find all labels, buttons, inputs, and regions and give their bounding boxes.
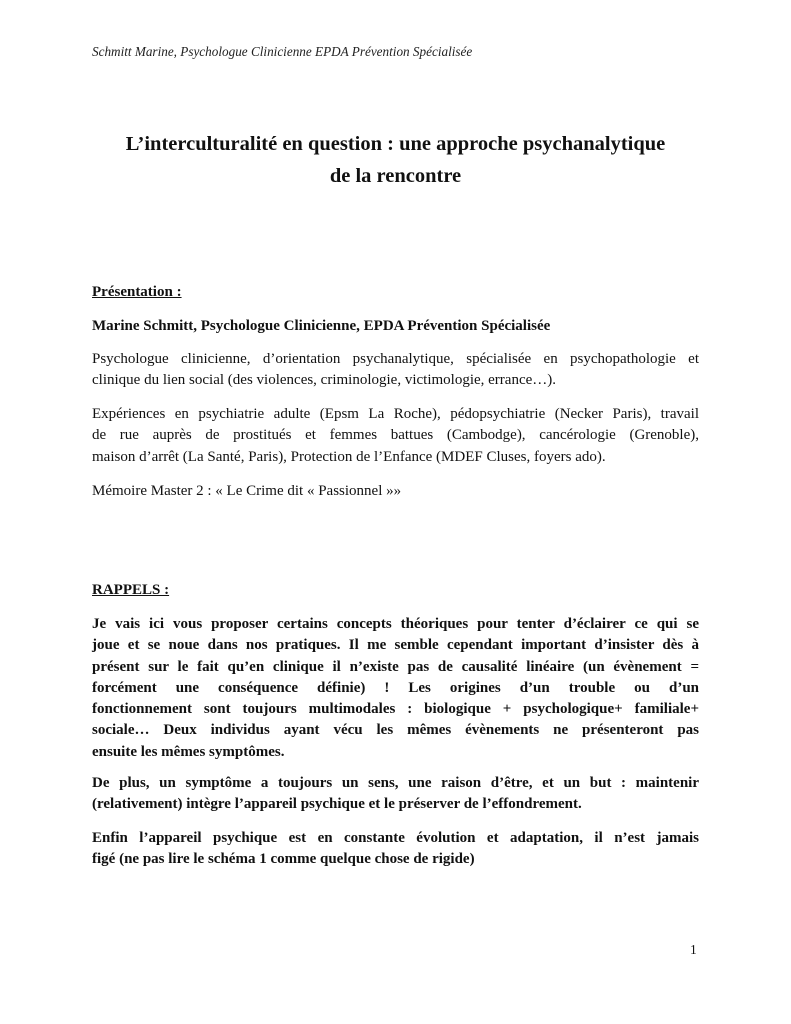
document-title [70, 128, 721, 192]
presentation-paragraph-2 [92, 404, 699, 468]
memoire-line [92, 481, 699, 502]
paragraph-line: fonctionnement sont toujours multimodales : biologique + psychologique+ familiale+ [92, 701, 699, 718]
paragraph-line: Enfin l’appareil psychique est en constante évolution et adaptation, il n’est jamais [92, 830, 699, 846]
paragraph-line: clinique du lien social (des violences, criminologie, victimologie, errance…). [92, 372, 557, 389]
paragraph-line: présent sur le fait qu’en clinique il n’existe pas de causalité linéaire (un évènement = [92, 658, 699, 675]
paragraph-line: Mémoire Master 2 : « Le Crime dit « Passionnel »» [92, 483, 402, 499]
paragraph-line: Psychologue clinicienne, d’orientation psychanalytique, spécialisée en psychopathologie et [92, 351, 699, 367]
presentation-paragraph-1 [92, 349, 699, 392]
paragraph-line: (relativement) intègre l’appareil psychique et le préserver de l’effondrement. [92, 796, 582, 813]
paragraph-line: sociale… Deux individus ayant vécu les mêmes évènements ne présenteront pas [92, 722, 699, 739]
paragraph-line: figé (ne pas lire le schéma 1 comme quelque chose de rigide) [92, 851, 475, 868]
paragraph-line: joue et se noue dans nos pratiques. Il me semble cependant important d’insister dès à [92, 637, 699, 654]
author-line: Marine Schmitt, Psychologue Clinicienne, EPDA Prévention Spécialisée [92, 318, 551, 334]
page-number: 1 [690, 942, 697, 957]
paragraph-line: de rue auprès de prostitués et femmes battues (Cambodge), cancérologie (Grenoble), [92, 427, 699, 444]
paragraph-line: forcément une conséquence définie) ! Les origines d’un trouble ou d’un [92, 679, 699, 696]
paragraph-line: Expériences en psychiatrie adulte (Epsm La Roche), pédopsychiatrie (Necker Paris), travail [92, 406, 699, 422]
paragraph-line: ensuite les mêmes symptômes. [92, 743, 285, 760]
paragraph-line: Je vais ici vous proposer certains concepts théoriques pour tenter d’éclairer ce qui se [92, 616, 699, 632]
running-header: Schmitt Marine, Psychologue Clinicienne EPDA Prévention Spécialisée [92, 44, 473, 59]
paragraph-line: De plus, un symptôme a toujours un sens, une raison d’être, et un but : maintenir [92, 775, 699, 791]
title-line-1: L’interculturalité en question : une approche psychanalytique [125, 133, 666, 155]
rappels-paragraph-1 [92, 614, 699, 763]
rappels-heading: RAPPELS : [92, 582, 170, 598]
rappels-paragraph-3 [92, 828, 699, 871]
rappels-paragraph-2 [92, 773, 699, 816]
presentation-heading: Présentation : [92, 284, 182, 300]
paragraph-line: maison d’arrêt (La Santé, Paris), Protection de l’Enfance (MDEF Cluses, foyers ado). [92, 448, 606, 465]
title-line-2: de la rencontre [329, 165, 462, 187]
